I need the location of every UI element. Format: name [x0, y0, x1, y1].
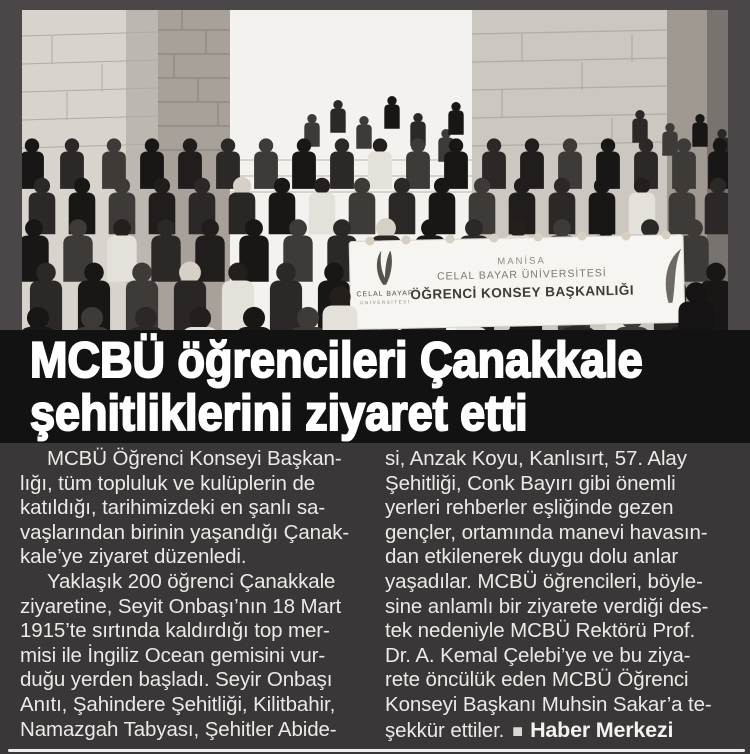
- article-line: Namazgah Tabyası, Şehitler Abide-: [20, 717, 337, 741]
- svg-text:ÜNİVERSİTESİ: ÜNİVERSİTESİ: [360, 299, 411, 306]
- article-line: MCBÜ Öğrenci Konseyi Başkan-: [47, 447, 342, 470]
- article-column-left: [20, 447, 375, 742]
- university-banner: [349, 235, 685, 330]
- article-line: dan etkilenerek duygu dolu anlar: [385, 545, 679, 569]
- group-photo-illustration: [22, 10, 728, 332]
- bottom-divider: [8, 749, 745, 752]
- banner-line-1: MANİSA: [497, 255, 546, 268]
- article-line: ziyaretine, Seyit Onbaşı’nın 18 Mart: [20, 594, 342, 618]
- headline-line-2: şehitliklerini ziyaret etti: [30, 385, 528, 441]
- article-line: si, Anzak Koyu, Kanlısırt, 57. Alay: [385, 447, 687, 470]
- article-line-text: şekkür ettiler.: [385, 718, 505, 742]
- article-line: 1915’te sırtında kaldırdığı top mer-: [20, 619, 330, 643]
- article-line: duğu yerden başladı. Seyir Onbaşı: [20, 668, 333, 692]
- article-line: lığı, tüm topluluk ve kulüplerin de: [20, 471, 316, 495]
- article-line: Konseyi Başkanı Muhsin Sakar’a te-: [385, 692, 712, 716]
- article-line: tek nedeniyle MCBÜ Rektörü Prof.: [385, 619, 696, 643]
- byline-square-icon: ■: [512, 720, 524, 741]
- article-line: rete öncülük eden MCBÜ Öğrenci: [385, 668, 689, 692]
- banner-line-2: CELAL BAYAR ÜNİVERSİTESİ: [436, 267, 607, 283]
- group-photo: [22, 10, 728, 332]
- article-line: misi ile İngiliz Ocean gemisini vur-: [20, 643, 326, 667]
- article-line: Dr. A. Kemal Çelebi’ye ve bu ziya-: [385, 643, 691, 667]
- headline-band: [0, 330, 750, 443]
- article-line: Anıtı, Şahindere Şehitliği, Kilitbahir,: [20, 692, 336, 716]
- svg-text:CELAL BAYAR: CELAL BAYAR: [356, 290, 415, 299]
- article-line: vaşlarından birinin yaşandığı Çanak-: [20, 520, 350, 544]
- byline: Haber Merkezi: [530, 717, 674, 742]
- headline-line-1: MCBÜ öğrencileri Çanakkale: [30, 332, 643, 388]
- article-line: sine anlamlı bir ziyarete verdiği des-: [385, 594, 709, 618]
- article-line: katıldığı, tarihimizdeki en şanlı sa-: [20, 496, 326, 520]
- article-line: Yaklaşık 200 öğrenci Çanakkale: [47, 569, 336, 593]
- article-line: Şehitliği, Conk Bayırı gibi önemli: [385, 471, 676, 495]
- article-last-line: [385, 718, 740, 744]
- article-line: yerleri rehberler eşliğinde gezen: [385, 496, 674, 520]
- article-body: [0, 443, 750, 754]
- article-line: gençler, ortamında manevi havasın-: [385, 520, 708, 544]
- article-line: kale’ye ziyaret düzenledi.: [20, 545, 247, 569]
- banner-line-3: ÖĞRENCİ KONSEY BAŞKANLIĞI: [410, 282, 635, 303]
- article-line: yaşadılar. MCBÜ öğrencileri, böyle-: [385, 569, 703, 593]
- article-column-right: [385, 447, 740, 743]
